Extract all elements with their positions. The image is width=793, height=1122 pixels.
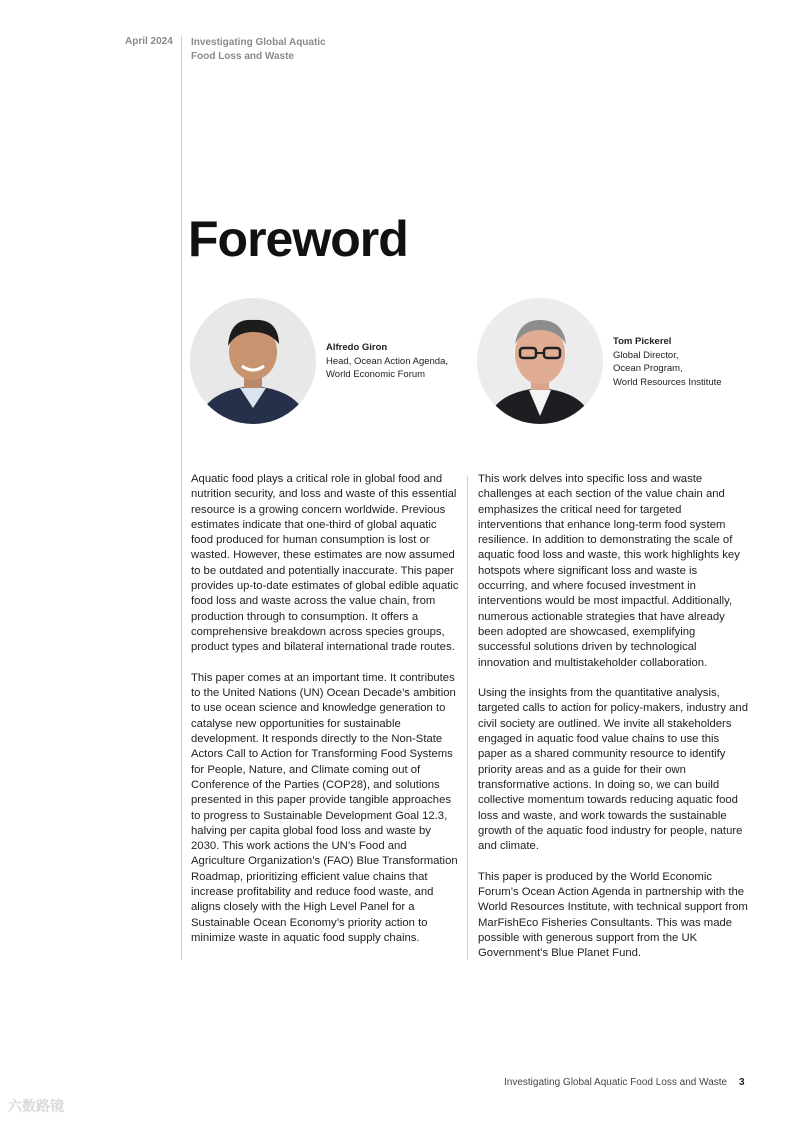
footer-title: Investigating Global Aquatic Food Loss and Waste (504, 1077, 728, 1088)
header-title: Investigating Global Aquatic Food Loss and Waste (191, 37, 326, 62)
person-role-line: World Resources Institute (613, 376, 722, 388)
column-divider (467, 476, 468, 960)
avatar-tom-pickerel (477, 298, 603, 424)
body-paragraph: This work delves into specific loss and waste challenges at each section of the value chain and emphasizes the critical need for targeted interventions that enhance long-term food system resilience. In addition to demonstrating the scale of aquatic food loss and waste, this work highlights key hotspots where significant loss and waste is occurring, and where focused investment in interventions would be most impactful. Additionally, numerous actionable strategies that have already been adopted are showcased, exemplifying successful solutions driven by technological innovation and multistakeholder collaboration. (478, 473, 740, 669)
watermark: 六数路镜 (8, 1098, 64, 1114)
body-paragraph: This paper is produced by the World Economic Forum’s Ocean Action Agenda in partnership with the World Resources Institute, with technical support from MarFishEco Fisheries Consultants. This was made possible with generous support from the UK Government’s Blue Planet Fund. (478, 870, 748, 960)
person-name: Tom Pickerel (613, 336, 672, 347)
header-divider (181, 36, 182, 960)
page-title: Foreword (188, 211, 408, 267)
body-column-right (478, 472, 748, 977)
person-role-line: World Economic Forum (326, 369, 426, 380)
person-card-tom-pickerel (613, 335, 722, 389)
body-paragraph: This paper comes at an important time. It contributes to the United Nations (UN) Ocean Decade’s ambition to use ocean science and knowledge generation to catalyse new opportunities for sustainable development. It responds directly to the Non-State Actors Call to Action for Transforming Food Systems for People, Nature, and Climate coming out of Conference of the Parties (COP28), and solutions presented in this paper provide tangible approaches to progress to Sustainable Development Goal 12.3, halving per capita global food loss and waste by 2030. This work actions the UN’s Food and Agriculture Organization’s (FAO) Blue Transformation Roadmap, prioritizing efficient value chains that increase profitability and reduce food waste, and aligns closely with the High Level Panel for a Sustainable Ocean Economy’s priority action to minimize waste in aquatic food supply chains. (191, 671, 458, 944)
person-role-line: Head, Ocean Action Agenda, (326, 355, 449, 367)
person-card-alfredo-giron (326, 341, 448, 382)
avatar-alfredo-giron (190, 298, 316, 424)
portrait-photo-icon (190, 298, 316, 424)
person-name: Alfredo Giron (326, 342, 388, 353)
body-paragraph: Aquatic food plays a critical role in global food and nutrition security, and loss and waste of this essential resource is a growing concern worldwide. Previous estimates indicate that one-third of global aquatic food produced for human consumption is lost or wasted. However, these estimates are now assumed to be outdated and potentially inaccurate. This paper provides up-to-date estimates of global edible aquatic food loss and waste across the value chain, from production through to consumption. It offers a comprehensive breakdown across species groups, product types and bilateral international trade routes. (191, 473, 459, 654)
page-number: 3 (739, 1077, 745, 1088)
header-date: April 2024 (125, 36, 173, 47)
person-role-line: Ocean Program, (613, 363, 683, 374)
body-column-left (191, 472, 459, 962)
person-role-line: Global Director, (613, 349, 679, 361)
body-paragraph: Using the insights from the quantitative analysis, targeted calls to action for policy-makers, industry and civil society are outlined. We invite all stakeholders engaged in aquatic food value chains to use this paper as a shared community resource to identify priority areas and as a guide for their own transformative actions. In doing so, we can build collective momentum towards reducing aquatic food loss and waste, and work towards the sustainable growth of the aquatic food industry for people, nature and climate. (478, 687, 748, 853)
portrait-photo-icon (477, 298, 603, 424)
